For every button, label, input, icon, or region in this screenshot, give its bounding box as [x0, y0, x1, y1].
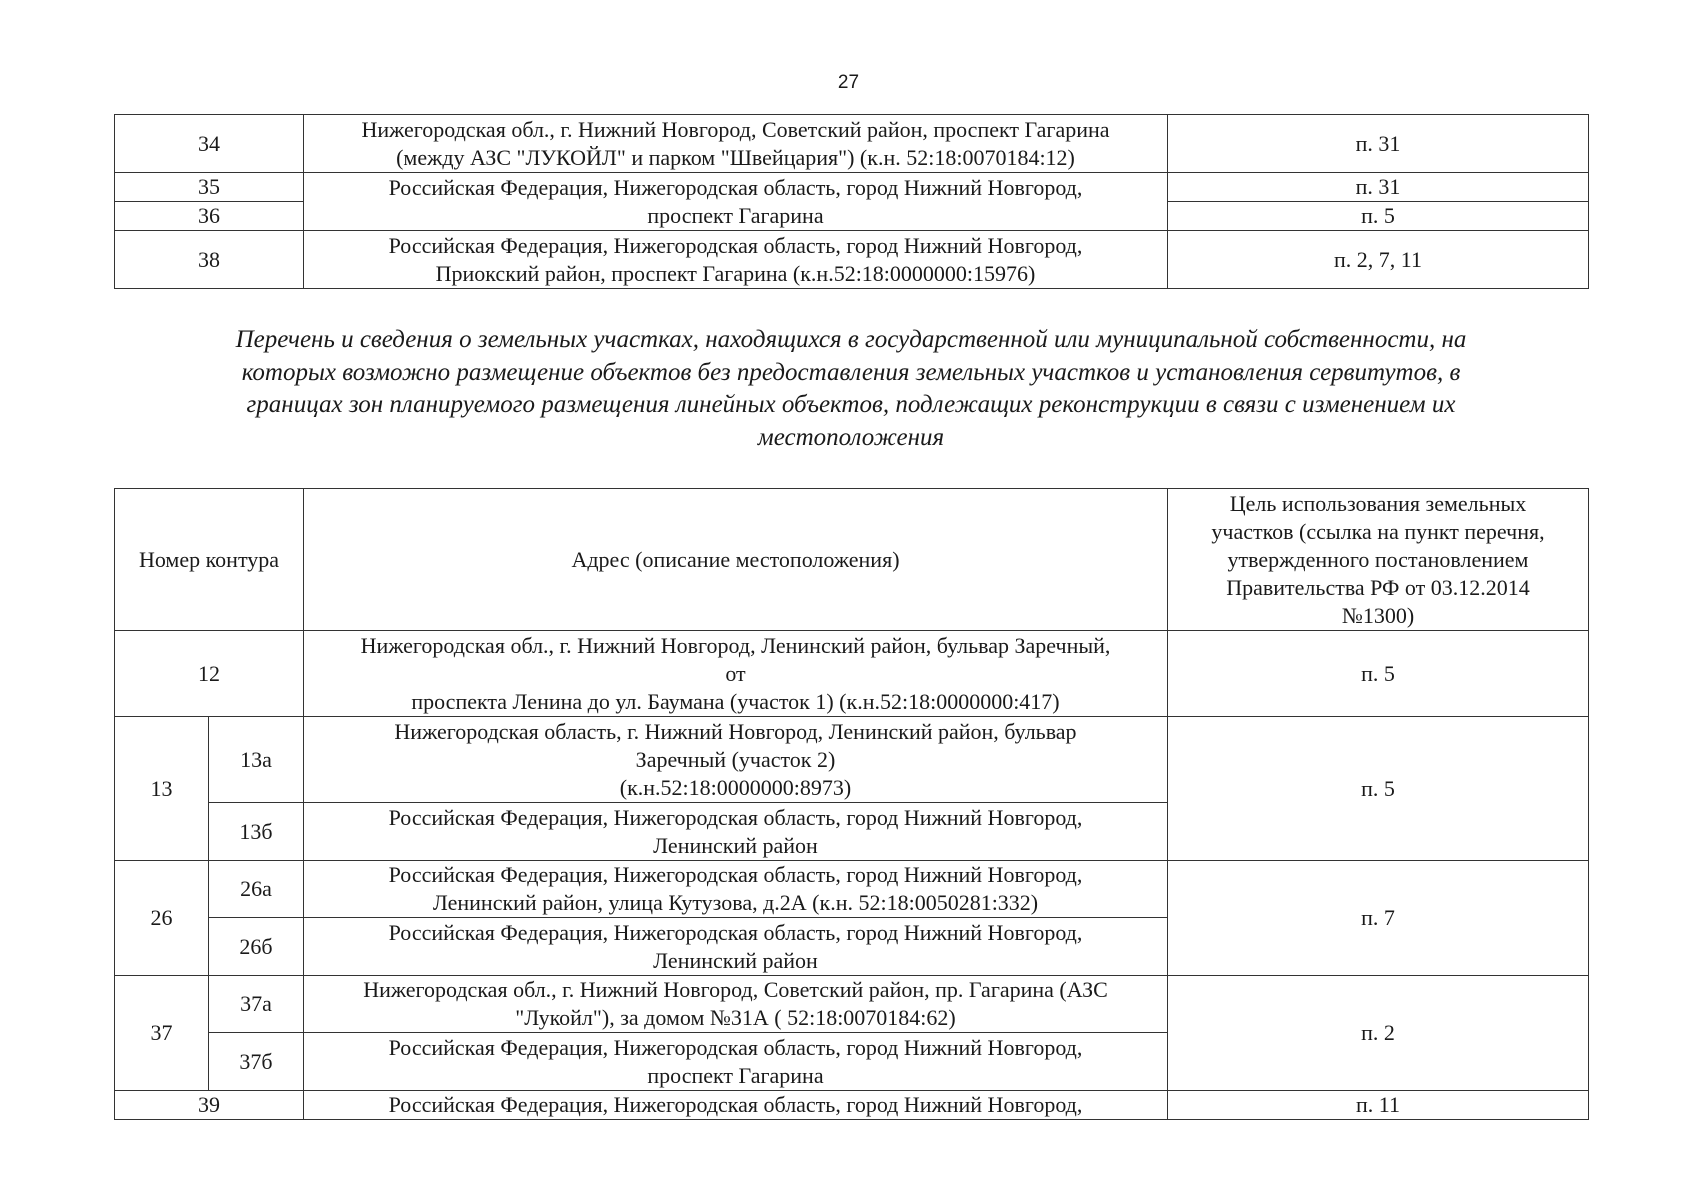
address-line: Ленинский район [653, 947, 818, 973]
table-row [115, 631, 1589, 717]
table-row [115, 173, 1589, 202]
contour-group-cell: 37 [115, 976, 209, 1091]
land-plots-table [114, 488, 1589, 1120]
heading-line: местоположения [757, 423, 945, 451]
address-cell [304, 918, 1168, 976]
address-line: проспект Гагарина [647, 1062, 824, 1088]
sub-contour-number-cell: 37а [209, 976, 304, 1033]
address-line: Ленинский район, улица Кутузова, д.2А (к.н. 52:18:0050281:332) [432, 890, 1039, 915]
address-line: Нижегородская обл., г. Нижний Новгород, Советский район, пр. Гагарина (АЗС [363, 977, 1108, 1002]
address-line: (между АЗС "ЛУКОЙЛ" и парком "Швейцария") (к.н. 52:18:0070184:12) [396, 144, 1075, 170]
continuation-table [114, 114, 1589, 289]
address-line: "Лукойл"), за домом №31А ( 52:18:0070184:62) [515, 1005, 956, 1030]
heading-line: которых возможно размещение объектов без предоставления земельных участков и установления сервитутов, в [241, 358, 1461, 386]
address-line: Российская Федерация, Нижегородская область, город Нижний Новгород, [388, 919, 1083, 945]
purpose-cell: п. 7 [1168, 861, 1589, 976]
table-row [115, 861, 1589, 918]
heading-line: Перечень и сведения о земельных участках, находящихся в государственной или муниципальной собственности, на [235, 326, 1467, 353]
address-line: Нижегородская обл., г. Нижний Новгород, Ленинский район, бульвар Заречный, [360, 632, 1111, 658]
sub-contour-number-cell: 37б [209, 1033, 304, 1091]
header-purpose-line: Правительства РФ от 03.12.2014 [1226, 574, 1530, 600]
contour-number-cell: 12 [115, 631, 304, 717]
header-purpose-line: участков (ссылка на пункт перечня, [1211, 518, 1545, 544]
address-line: проспекта Ленина до ул. Баумана (участок 1) (к.н.52:18:0000000:417) [411, 688, 1060, 714]
header-purpose-line: утвержденного постановлением [1227, 546, 1529, 572]
address-cell [304, 631, 1168, 717]
address-cell [304, 803, 1168, 861]
purpose-cell: п. 11 [1168, 1091, 1589, 1120]
address-line: Приокский район, проспект Гагарина (к.н.52:18:0000000:15976) [435, 260, 1036, 286]
sub-contour-number-cell: 26а [209, 861, 304, 918]
address-line: проспект Гагарина [647, 202, 824, 228]
section-heading [114, 324, 1588, 454]
sub-contour-number-cell: 13а [209, 717, 304, 803]
heading-line: границах зон планируемого размещения линейных объектов, подлежащих реконструкции в связи с изменением их [246, 391, 1456, 418]
contour-group-cell: 26 [115, 861, 209, 976]
header-contour-number: Номер контура [115, 489, 304, 631]
address-cell [304, 1091, 1168, 1120]
address-cell [304, 976, 1168, 1033]
table-row [115, 1091, 1589, 1120]
address-line: Российская Федерация, Нижегородская область, город Нижний Новгород, [388, 1092, 1083, 1117]
table-row [115, 976, 1589, 1033]
table-row [115, 231, 1589, 289]
purpose-cell: п. 5 [1168, 202, 1589, 231]
sub-contour-number-cell: 26б [209, 918, 304, 976]
contour-number-cell: 39 [115, 1091, 304, 1120]
header-purpose [1168, 489, 1589, 631]
address-line: Российская Федерация, Нижегородская область, город Нижний Новгород, [388, 804, 1083, 830]
contour-number-cell: 34 [115, 115, 304, 173]
address-cell [304, 173, 1168, 231]
page-number: 27 [837, 72, 860, 93]
contour-number-cell: 38 [115, 231, 304, 289]
table-row [115, 717, 1589, 803]
header-purpose-line: №1300) [1341, 602, 1415, 628]
contour-number-cell: 35 [115, 173, 304, 202]
address-cell [304, 717, 1168, 803]
address-line: Российская Федерация, Нижегородская область, город Нижний Новгород, [388, 1034, 1083, 1060]
contour-number-cell: 36 [115, 202, 304, 231]
address-line: Нижегородская обл., г. Нижний Новгород, Советский район, проспект Гагарина [361, 116, 1110, 142]
sub-contour-number-cell: 13б [209, 803, 304, 861]
address-line: (к.н.52:18:0000000:8973) [619, 774, 852, 800]
purpose-cell: п. 2, 7, 11 [1168, 231, 1589, 289]
address-line: Заречный (участок 2) [635, 746, 836, 772]
address-cell [304, 861, 1168, 918]
address-cell [304, 1033, 1168, 1091]
header-row [115, 489, 1589, 631]
address-line: Российская Федерация, Нижегородская область, город Нижний Новгород, [388, 232, 1083, 258]
purpose-cell: п. 2 [1168, 976, 1589, 1091]
header-purpose-line: Цель использования земельных [1229, 490, 1527, 516]
address-cell [304, 115, 1168, 173]
address-line: Нижегородская область, г. Нижний Новгород, Ленинский район, бульвар [394, 718, 1077, 744]
contour-group-cell: 13 [115, 717, 209, 861]
purpose-cell: п. 5 [1168, 631, 1589, 717]
address-line: Российская Федерация, Нижегородская область, город Нижний Новгород, [388, 862, 1083, 887]
address-line: от [725, 660, 746, 686]
purpose-cell: п. 5 [1168, 717, 1589, 861]
header-address: Адрес (описание местоположения) [304, 489, 1168, 631]
address-cell [304, 231, 1168, 289]
purpose-cell: п. 31 [1168, 173, 1589, 202]
table-row [115, 115, 1589, 173]
purpose-cell: п. 31 [1168, 115, 1589, 173]
address-line: Ленинский район [653, 832, 818, 858]
address-line: Российская Федерация, Нижегородская область, город Нижний Новгород, [388, 174, 1083, 200]
